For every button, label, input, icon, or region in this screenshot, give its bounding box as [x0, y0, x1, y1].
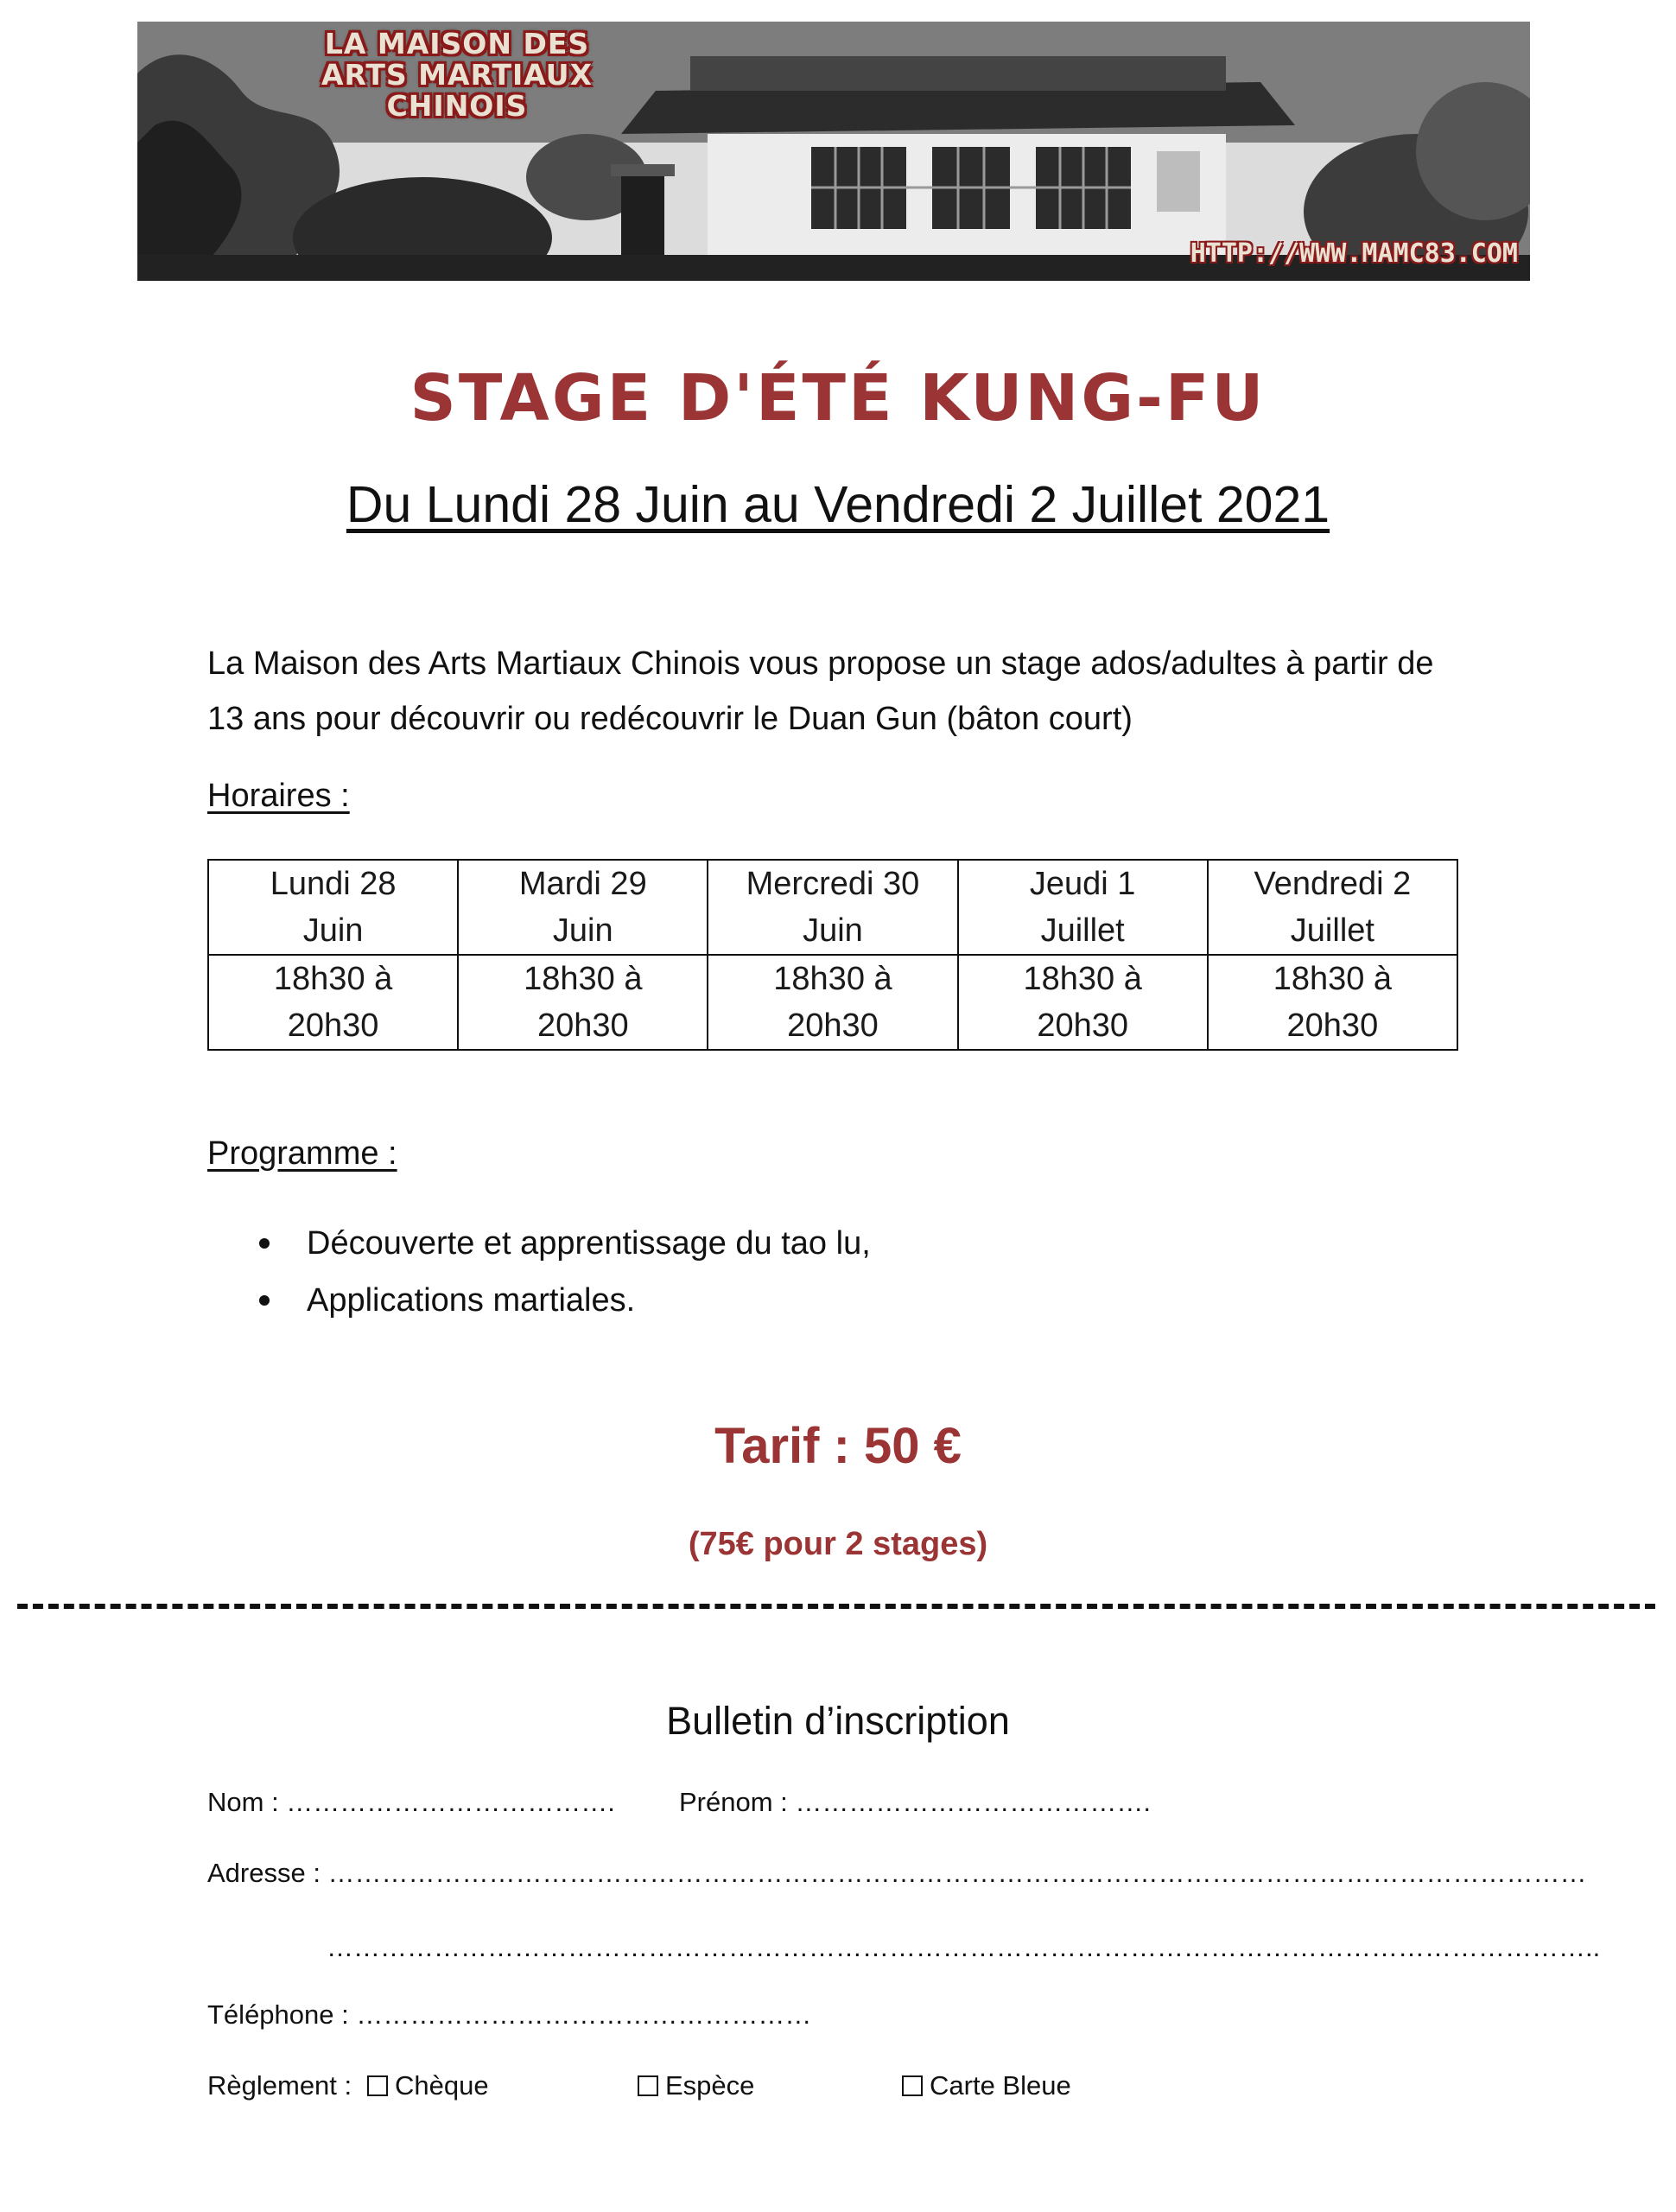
time-start: 18h30 à — [1023, 961, 1142, 997]
day-name: Vendredi 2 — [1254, 866, 1412, 902]
programme-heading: Programme : — [207, 1135, 397, 1172]
schedule-table — [207, 859, 1458, 1051]
adresse-field[interactable]: Adresse : …………………………………………………………………………………………………………………………… — [207, 1858, 1587, 1888]
checkbox-icon[interactable] — [902, 2075, 923, 2096]
checkbox-icon[interactable] — [367, 2075, 388, 2096]
day-name: Mardi 29 — [518, 866, 647, 902]
day-month: Juillet — [1040, 912, 1125, 949]
banner-title: LA MAISON DES ARTS MARTIAUX CHINOIS — [321, 27, 594, 123]
horaires-heading: Horaires : — [207, 778, 350, 814]
time-start: 18h30 à — [773, 961, 892, 997]
date-range: Du Lundi 28 Juin au Vendredi 2 Juillet 2021 — [346, 476, 1330, 533]
time-start: 18h30 à — [1273, 961, 1393, 997]
espece-option[interactable] — [638, 2070, 754, 2101]
time-end: 20h30 — [536, 1007, 629, 1044]
price: Tarif : 50 € — [714, 1418, 962, 1474]
day-month: Juin — [552, 912, 613, 949]
schedule-day-cell — [958, 860, 1208, 955]
bullet-icon — [259, 1295, 270, 1306]
option-label: Espèce — [665, 2070, 755, 2101]
price-note: (75€ pour 2 stages) — [688, 1526, 988, 1562]
list-item-text: Applications martiales. — [307, 1282, 636, 1319]
checkbox-icon[interactable] — [638, 2075, 658, 2096]
bullet-icon — [259, 1238, 270, 1249]
schedule-day-cell — [208, 860, 458, 955]
day-name: Jeudi 1 — [1029, 866, 1136, 902]
time-end: 20h30 — [787, 1007, 879, 1044]
day-name: Mercredi 30 — [746, 866, 920, 902]
day-name: Lundi 28 — [270, 866, 397, 902]
carte-bleue-option[interactable] — [902, 2070, 1071, 2101]
option-label: Carte Bleue — [930, 2070, 1071, 2101]
time-start: 18h30 à — [524, 961, 643, 997]
intro-paragraph: La Maison des Arts Martiaux Chinois vous propose un stage ados/adultes à partir de 13 ans pour découvrir ou redécouvrir le Duan Gun (bâton court) — [207, 645, 1434, 737]
time-end: 20h30 — [287, 1007, 379, 1044]
schedule-days-row — [208, 860, 1457, 955]
schedule-day-cell — [458, 860, 708, 955]
cheque-option[interactable] — [367, 2070, 489, 2101]
page-title: STAGE D'ÉTÉ KUNG-FU — [409, 361, 1267, 435]
cut-line-divider — [17, 1604, 1655, 1609]
list-item — [207, 1215, 871, 1272]
prenom-field[interactable]: Prénom : …………………………………. — [679, 1787, 1151, 1817]
day-month: Juin — [302, 912, 364, 949]
form-title: Bulletin d’inscription — [666, 1699, 1010, 1743]
time-end: 20h30 — [1286, 1007, 1379, 1044]
list-item-text: Découverte et apprentissage du tao lu, — [307, 1225, 871, 1262]
adresse-field-line2[interactable]: …………………………………………………………………………………………………………………………….. — [327, 1932, 1601, 1962]
day-month: Juin — [803, 912, 863, 949]
banner-url[interactable]: HTTP://WWW.MAMC83.COM — [1190, 238, 1518, 269]
time-end: 20h30 — [1037, 1007, 1128, 1044]
header-banner — [137, 22, 1530, 281]
schedule-time-cell — [1208, 955, 1457, 1050]
schedule-day-cell — [708, 860, 957, 955]
programme-list — [207, 1215, 871, 1329]
list-item — [207, 1272, 871, 1329]
option-label: Chèque — [395, 2070, 489, 2101]
schedule-time-cell — [208, 955, 458, 1050]
telephone-field[interactable]: Téléphone : …………………………………………… — [207, 1999, 812, 2030]
schedule-day-cell — [1208, 860, 1457, 955]
schedule-time-cell — [958, 955, 1208, 1050]
nom-field[interactable]: Nom : ………………………………. — [207, 1787, 615, 1817]
day-month: Juillet — [1290, 912, 1374, 949]
time-start: 18h30 à — [273, 961, 393, 997]
schedule-times-row — [208, 955, 1457, 1050]
schedule-time-cell — [458, 955, 708, 1050]
reglement-label: Règlement : — [207, 2070, 352, 2101]
schedule-time-cell — [708, 955, 957, 1050]
